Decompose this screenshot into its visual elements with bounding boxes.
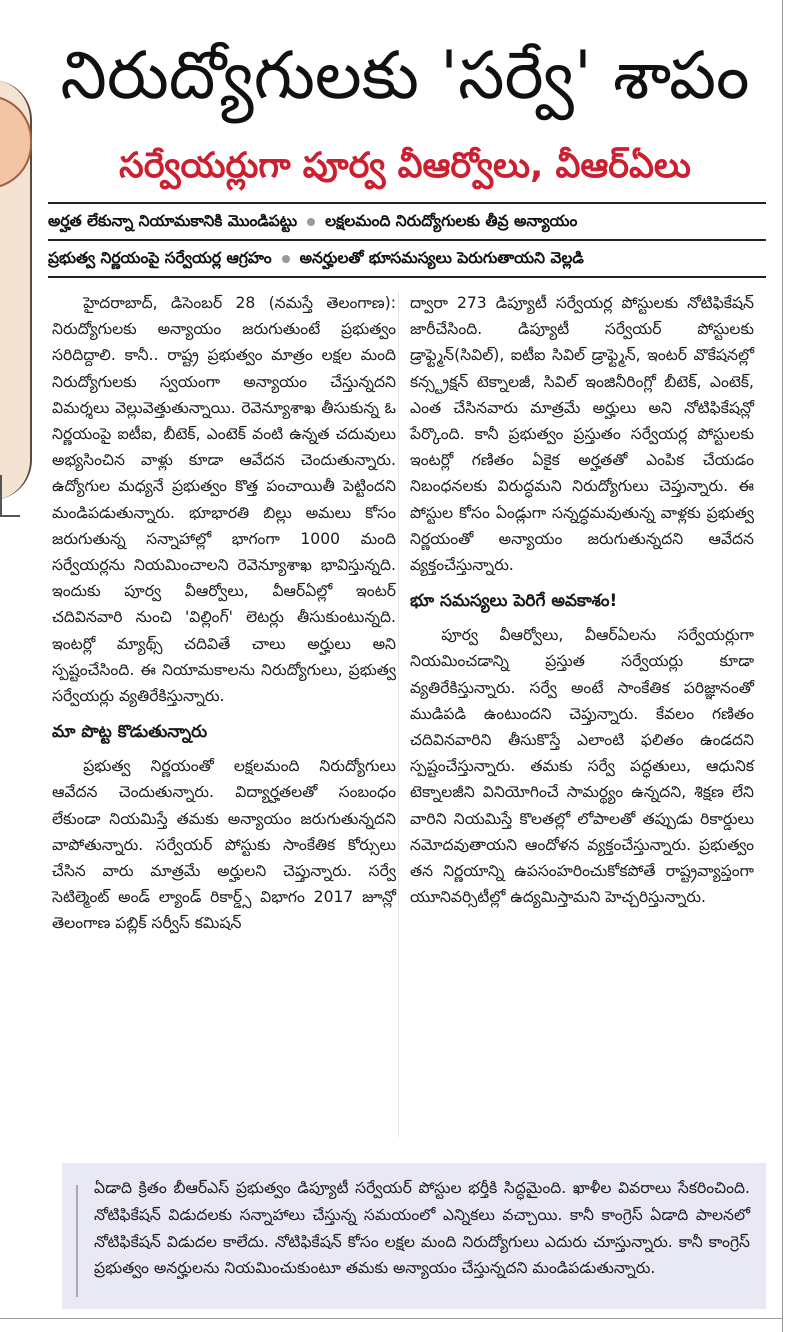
section-heading: భూ సమస్యలు పెరిగే అవకాశం! [410, 591, 618, 612]
info-box-text: ఏడాది క్రితం బీఆర్ఎస్ ప్రభుత్వం డిప్యూటీ సర్వేయర్ పోస్టుల భర్తీకి సిద్ధమైంది. ఖాళీల వివరాలు సేకరించింది. నోటిఫికేషన్ విడుదలకు సన్నాహాలు చేస్తున్న సమయంలో ఎన్నికలు వచ్చాయి. కానీ కాంగ్రెస్ ఏడాది పాలనలో నోటిఫికేషన్ విడుదల కాలేదు. నోటిఫికేషన్ కోసం లక్షల మంది నిరుద్యోగులు ఎదురు చూస్తున్నారు. కానీ కాంగ్రెస్ ప్రభుత్వం అనర్హులను నియమించుకుంటూ తమకు అన్యాయం చేస్తున్నదని మండిపడుతున్నారు. [94, 1179, 750, 1278]
article-column-left [52, 290, 396, 937]
tagline-row-2 [48, 241, 766, 275]
lead-paragraph: హైదరాబాద్, డిసెంబర్ 28 (నమస్తే తెలంగాణ): నిరుద్యోగులకు అన్యాయం జరుగుతుంటే ప్రభుత్వం సరిదిద్దాలి. కానీ.. రాష్ట్ర ప్రభుత్వం మాత్రం లక్షల మంది నిరుద్యోగులకు స్వయంగా అన్యాయం చేస్తున్నదని విమర్శలు వెల్లువెత్తుతున్నాయి. రెవెన్యూశాఖ తీసుకున్న ఓ నిర్ణయంపై ఐటీఐ, బీటెక్, ఎంటెక్ వంటి ఉన్నత చదువులు అభ్యసించిన వాళ్లు కూడా ఆవేదన చెందుతున్నారు. ఉద్యోగుల మధ్యనే ప్రభుత్వం కొత్త పంచాయితీ పెట్టిందని మండిపడుతున్నారు. భూభారతి బిల్లు అమలు కోసం జరుగుతున్న సన్నాహాల్లో భాగంగా 1000 మంది సర్వేయర్లను నియమించాలని రెవెన్యూశాఖ భావిస్తున్నది. ఇందుకు పూర్వ వీఆర్వోలు, వీఆర్ఏల్లో ఇంటర్ చదివినవారి నుంచి 'విల్లింగ్' లెటర్లు తీసుకుంటున్నది. ఇంటర్లో మ్యాథ్స్ చదివితే చాలు అర్హులు అని స్పష్టంచేసింది. ఈ నియామకాలను నిరుద్యోగులు, ప్రభుత్వ సర్వేయర్లు వ్యతిరేకిస్తున్నారు. [52, 294, 396, 706]
headline: నిరుద్యోగులకు 'సర్వే' శాపం [60, 37, 750, 114]
bullet-icon [307, 218, 315, 226]
tagline-row-1 [48, 204, 766, 238]
tagline-item: అర్హత లేకున్నా నియామకానికి మొండిపట్టు [48, 212, 298, 230]
tagline-item: అనర్హులతో భూసమస్యలు పెరుగుతాయని వెల్లడి [299, 249, 584, 267]
info-box-bar [76, 1185, 78, 1297]
tagline-rule-bottom [48, 276, 766, 278]
bullet-icon [282, 255, 290, 263]
subheadline: సర్వేయర్లుగా పూర్వ వీఆర్వోలు, వీఆర్ఏలు [119, 146, 691, 186]
tagline-item: లక్షలమంది నిరుద్యోగులకు తీవ్ర అన్యాయం [325, 212, 578, 230]
column-divider [398, 292, 399, 1137]
page-border-right [782, 0, 783, 1332]
article-column-right [410, 290, 754, 910]
continued-paragraph: ద్వారా 273 డిప్యూటీ సర్వేయర్ల పోస్టులకు నోటిఫికేషన్ జారీచేసింది. డిప్యూటీ సర్వేయర్ పోస్టులకు డ్రాఫ్ట్మెన్(సివిల్), ఐటీఐ సివిల్ డ్రాఫ్ట్మెన్, ఇంటర్ వొకేషనల్లో కన్స్ట్రక్షన్ టెక్నాలజీ, సివిల్ ఇంజినీరింగ్లో బీటెక్, ఎంటెక్, ఎంత చేసినవారు మాత్రమే అర్హులు అని నోటిఫికేషన్లో పేర్కొంది. కానీ ప్రభుత్వం ప్రస్తుతం సర్వేయర్ల పోస్టులకు ఇంటర్లో గణితం ఏకైక అర్హతతో ఎంపిక చేయడం నిబంధనలకు విరుద్ధమని నిరుద్యోగులు చెప్తున్నారు. ఈ పోస్టుల కోసం ఏండ్లుగా సన్నద్ధమవుతున్న వాళ్లకు ప్రభుత్వ నిర్ణయంతో అన్యాయం జరుగుతున్నదని ఆవేదన వ్యక్తంచేస్తున్నారు. [410, 294, 754, 575]
body-paragraph: పూర్వ వీఆర్వోలు, వీఆర్ఏలను సర్వేయర్లుగా నియమించడాన్ని ప్రస్తుత సర్వేయర్లు కూడా వ్యతిరేకిస్తున్నారు. సర్వే అంటే సాంకేతిక పరిజ్ఞానంతో ముడిపడి ఉంటుందని చెప్తున్నారు. కేవలం గణితం చదివినవారిని తీసుకొస్తే ఎలాంటి ఫలితం ఉండదని స్పష్టంచేస్తున్నారు. తమకు సర్వే పద్ధతులు, ఆధునిక టెక్నాలజీని వినియోగించే సామర్థ్యం ఉన్నదని, శిక్షణ లేని వారిని నియమిస్తే కొలతల్లో లోపాలతో తప్పుడు రికార్డులు నమోదవుతాయని ఆందోళన వ్యక్తంచేస్తున్నారు. ప్రభుత్వం తన నిర్ణయాన్ని ఉపసంహరించుకోకపోతే రాష్ట్రవ్యాప్తంగా యూనివర్సిటీల్లో ఉద్యమిస్తామని హెచ్చరిస్తున్నారు. [410, 626, 754, 907]
tagline-item: ప్రభుత్వ నిర్ణయంపై సర్వేయర్ల ఆగ్రహం [48, 249, 272, 267]
page-border-bottom [0, 1318, 783, 1319]
section-heading: మా పొట్ట కొడుతున్నారు [52, 722, 208, 743]
caricature-arm [0, 475, 20, 517]
info-box [62, 1163, 766, 1309]
body-paragraph: ప్రభుత్వ నిర్ణయంతో లక్షలమంది నిరుద్యోగులు ఆవేదన చెందుతున్నారు. విద్యార్హతలతో సంబంధం లేకుండా నియమిస్తే తమకు అన్యాయం జరుగుతున్నదని వాపోతున్నారు. సర్వేయర్ పోస్టుకు సాంకేతిక కోర్సులు చేసిన వారు మాత్రమే అర్హులని చెప్తున్నారు. సర్వే సెటిల్మెంట్ అండ్ ల్యాండ్ రికార్డ్స్ విభాగం 2017 జూన్లో తెలంగాణ పబ్లిక్ సర్వీస్ కమిషన్ [52, 757, 396, 933]
